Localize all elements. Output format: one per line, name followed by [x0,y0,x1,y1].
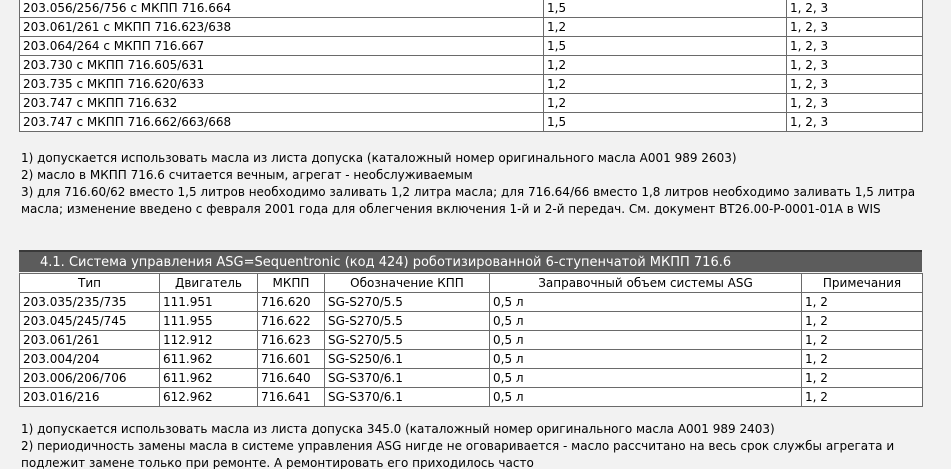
column-header-gearbox-designation: Обозначение КПП [325,274,490,293]
table-cell: 1, 2, 3 [787,18,923,37]
table-cell: 716.601 [258,350,325,369]
table-cell: 203.730 с МКПП 716.605/631 [20,56,544,75]
table-row [20,350,923,369]
table-cell: 203.016/216 [20,388,160,407]
footnotes-top [21,150,941,218]
table-cell: 1, 2, 3 [787,75,923,94]
table-cell: 203.064/264 с МКПП 716.667 [20,37,544,56]
table-cell: 1, 2, 3 [787,0,923,18]
table-row [20,388,923,407]
footnote: 2) масло в МКПП 716.6 считается вечным, агрегат - необслуживаемым [21,168,473,182]
table-cell: 1,5 [544,37,787,56]
table-row [20,37,923,56]
table-cell: 611.962 [160,350,258,369]
table-cell: 716.623 [258,331,325,350]
column-header-type: Тип [20,274,160,293]
table-cell: 203.061/261 с МКПП 716.623/638 [20,18,544,37]
table-row [20,331,923,350]
table-cell: 203.747 с МКПП 716.632 [20,94,544,113]
table-cell: 203.035/235/735 [20,293,160,312]
table-cell: 1, 2, 3 [787,94,923,113]
table-cell: 111.955 [160,312,258,331]
footnote: 1) допускается использовать масла из листа допуска (каталожный номер оригинального масла A001 989 2603) [21,151,737,165]
table-cell: 1, 2, 3 [787,113,923,132]
table-row [20,369,923,388]
table-row [20,56,923,75]
footnote: 1) допускается использовать масла из листа допуска 345.0 (каталожный номер оригинального масла A001 989 2403) [21,422,775,436]
asg-oil-table [19,273,922,407]
table-row [20,94,923,113]
footnote: 3) для 716.60/62 вместо 1,5 литров необходимо заливать 1,2 литра масла; для 716.64/66 вместо 1,8 литров необходимо заливать 1,5 литра масла; изменение введено с февраля 2001 года для облегчения включения 1-й и 2-й передач. См. документ BT26.00-P-0001-01A в WIS [21,185,916,216]
table-cell: 716.641 [258,388,325,407]
table-cell: SG-S250/6.1 [325,350,490,369]
table-cell: 203.056/256/756 с МКПП 716.664 [20,0,544,18]
table-row [20,312,923,331]
table-cell: 1,2 [544,94,787,113]
table-cell: 1, 2 [802,312,923,331]
table-cell: 0,5 л [490,369,802,388]
section-title: 4.1. Система управления ASG=Sequentronic (код 424) роботизированной 6-ступенчатой МКПП 716.6 [19,250,922,272]
table-row [20,75,923,94]
table-cell: 1,2 [544,75,787,94]
table-row [20,293,923,312]
footnotes-bottom [21,421,941,469]
table-cell: SG-S370/6.1 [325,388,490,407]
table-cell: 203.747 с МКПП 716.662/663/668 [20,113,544,132]
column-header-fill-volume: Заправочный объем системы ASG [490,274,802,293]
table-cell: 111.951 [160,293,258,312]
table-cell: 1,5 [544,113,787,132]
table-row [20,113,923,132]
table-cell: 203.045/245/745 [20,312,160,331]
table-row [20,0,923,18]
table-cell: 203.061/261 [20,331,160,350]
table-cell: SG-S370/6.1 [325,369,490,388]
table-cell: 612.962 [160,388,258,407]
table-cell: 0,5 л [490,388,802,407]
table-cell: 1, 2, 3 [787,37,923,56]
table-cell: 1, 2 [802,293,923,312]
table-cell: 203.735 с МКПП 716.620/633 [20,75,544,94]
table-cell: 0,5 л [490,293,802,312]
table-cell: 1, 2 [802,331,923,350]
table-cell: 112.912 [160,331,258,350]
table-cell: 1, 2 [802,388,923,407]
table-cell: SG-S270/5.5 [325,312,490,331]
table-cell: 716.622 [258,312,325,331]
table-cell: 1, 2 [802,350,923,369]
table-cell: 0,5 л [490,312,802,331]
table-cell: SG-S270/5.5 [325,331,490,350]
top-oil-table [19,0,922,132]
table-cell: 1, 2, 3 [787,56,923,75]
table-header-row [20,274,923,293]
column-header-gearbox: МКПП [258,274,325,293]
table-cell: 716.620 [258,293,325,312]
table-cell: 0,5 л [490,331,802,350]
table-cell: 1,2 [544,18,787,37]
table-cell: 611.962 [160,369,258,388]
column-header-notes: Примечания [802,274,923,293]
table-cell: 1, 2 [802,369,923,388]
table-cell: 716.640 [258,369,325,388]
footnote: 2) периодичность замены масла в системе управления ASG нигде не оговаривается - масло рассчитано на весь срок службы агрегата и подлежит замене только при ремонте. А ремонтировать его приходилось часто [21,439,895,469]
table-cell: 1,2 [544,56,787,75]
table-cell: 1,5 [544,0,787,18]
column-header-engine: Двигатель [160,274,258,293]
table-cell: SG-S270/5.5 [325,293,490,312]
table-cell: 203.004/204 [20,350,160,369]
table-cell: 203.006/206/706 [20,369,160,388]
table-row [20,18,923,37]
table-cell: 0,5 л [490,350,802,369]
